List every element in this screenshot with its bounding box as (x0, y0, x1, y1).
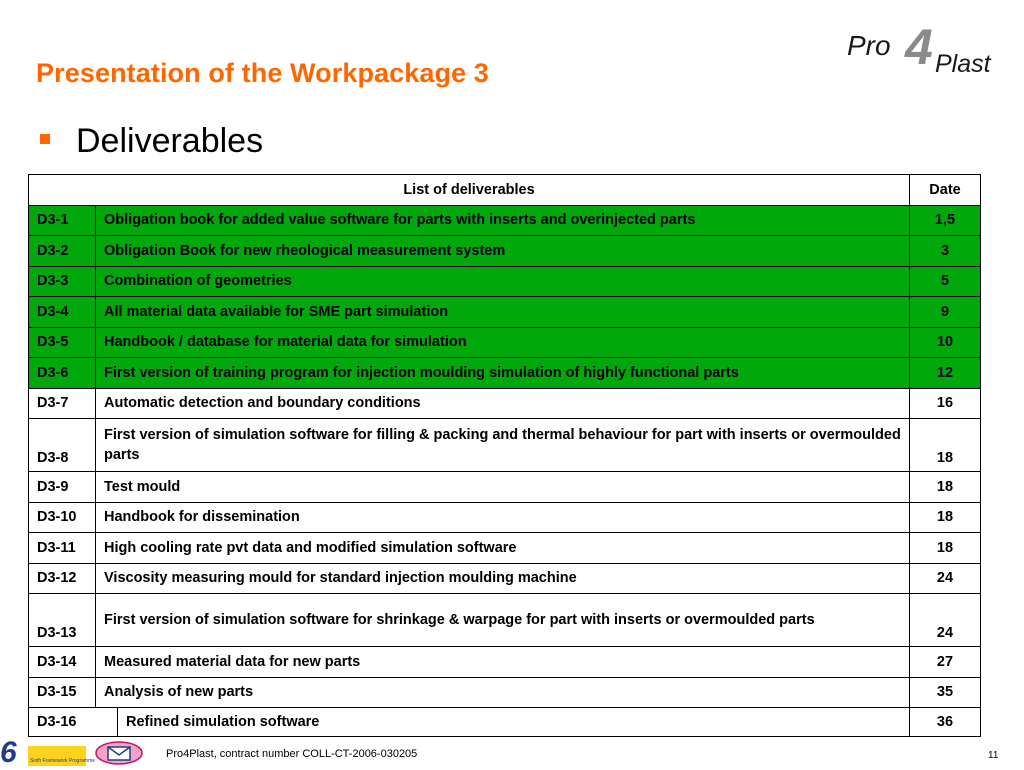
table-row (29, 647, 981, 678)
deliverable-description: Handbook for dissemination (96, 502, 910, 533)
table-row (29, 266, 981, 297)
pro4plast-logo (843, 20, 1003, 80)
deliverable-date: 24 (910, 563, 981, 594)
table-row (29, 327, 981, 358)
deliverables-table (28, 174, 981, 737)
deliverable-date: 9 (910, 297, 981, 328)
deliverable-date: 12 (910, 358, 981, 389)
deliverable-date: 18 (910, 472, 981, 503)
header-list-of-deliverables: List of deliverables (29, 175, 910, 206)
deliverable-description: First version of simulation software for filling & packing and thermal behaviour for part with inserts or overmoulded parts (96, 419, 910, 472)
deliverable-id: D3-9 (29, 472, 96, 503)
table-row (29, 297, 981, 328)
deliverable-id: D3-16 (29, 708, 118, 737)
table-row (29, 594, 981, 647)
deliverable-id: D3-7 (29, 388, 96, 419)
table-row (29, 708, 981, 737)
deliverable-id: D3-10 (29, 502, 96, 533)
table-row (29, 502, 981, 533)
slide-title: Presentation of the Workpackage 3 (36, 58, 489, 88)
table-row (29, 205, 981, 236)
deliverable-description: Measured material data for new parts (96, 647, 910, 678)
footer-contract-text: Pro4Plast, contract number COLL-CT-2006-030205 (166, 748, 418, 760)
deliverable-date: 35 (910, 677, 981, 708)
table-header-row (29, 175, 981, 206)
deliverable-id: D3-1 (29, 205, 96, 236)
deliverable-date: 18 (910, 502, 981, 533)
deliverable-date: 18 (910, 419, 981, 472)
deliverable-description: Test mould (96, 472, 910, 503)
deliverable-date: 5 (910, 266, 981, 297)
deliverable-description: Obligation Book for new rheological measurement system (96, 236, 910, 267)
deliverable-description: First version of training program for injection moulding simulation of highly functional parts (96, 358, 910, 389)
deliverable-date: 10 (910, 327, 981, 358)
logo-pro: Pro (847, 30, 891, 61)
header-date: Date (910, 175, 981, 206)
fp6-logo-mark: 6 (0, 736, 17, 769)
deliverable-id: D3-3 (29, 266, 96, 297)
logo-plast: Plast (935, 50, 991, 78)
envelope-logo-icon (94, 740, 144, 766)
deliverable-date: 3 (910, 236, 981, 267)
fp6-logo (0, 736, 96, 769)
table-row (29, 236, 981, 267)
deliverable-description: High cooling rate pvt data and modified simulation software (96, 533, 910, 564)
logo-four: 4 (905, 19, 933, 75)
deliverable-description: First version of simulation software for shrinkage & warpage for part with inserts or overmoulded parts (96, 594, 910, 647)
bullet-text: Deliverables (76, 122, 264, 160)
deliverable-description: Analysis of new parts (96, 677, 910, 708)
deliverable-id: D3-6 (29, 358, 96, 389)
deliverable-id: D3-14 (29, 647, 96, 678)
deliverable-date: 16 (910, 388, 981, 419)
page-number: 11 (988, 750, 999, 761)
deliverable-date: 18 (910, 533, 981, 564)
table-row (29, 677, 981, 708)
deliverable-id: D3-5 (29, 327, 96, 358)
deliverable-id: D3-15 (29, 677, 96, 708)
table-row (29, 533, 981, 564)
table-row (29, 563, 981, 594)
deliverable-id: D3-11 (29, 533, 96, 564)
deliverable-description: Obligation book for added value software for parts with inserts and overinjected parts (96, 205, 910, 236)
table-row (29, 358, 981, 389)
table-row (29, 388, 981, 419)
deliverable-description: Viscosity measuring mould for standard injection moulding machine (96, 563, 910, 594)
deliverable-description: Automatic detection and boundary conditions (96, 388, 910, 419)
deliverable-id: D3-12 (29, 563, 96, 594)
footer-band (0, 738, 1024, 768)
deliverable-id: D3-4 (29, 297, 96, 328)
deliverable-id: D3-2 (29, 236, 96, 267)
deliverable-date: 27 (910, 647, 981, 678)
deliverable-date: 1,5 (910, 205, 981, 236)
deliverable-date: 36 (910, 708, 981, 737)
deliverable-description: All material data available for SME part simulation (96, 297, 910, 328)
deliverable-description: Refined simulation software (118, 708, 910, 737)
deliverable-date: 24 (910, 594, 981, 647)
deliverable-description: Handbook / database for material data for simulation (96, 327, 910, 358)
fp6-logo-text: Sixth Framework Programme (30, 758, 96, 764)
square-bullet-icon (40, 134, 50, 144)
deliverable-id: D3-13 (29, 594, 96, 647)
deliverable-description: Combination of geometries (96, 266, 910, 297)
deliverable-id: D3-8 (29, 419, 96, 472)
table-row (29, 419, 981, 472)
table-row (29, 472, 981, 503)
